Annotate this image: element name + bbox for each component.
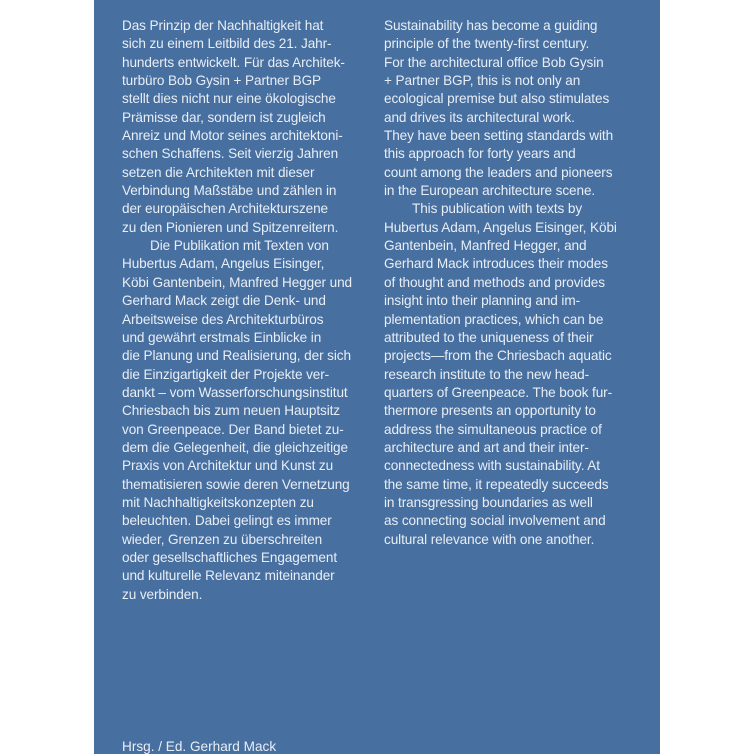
english-paragraph-1 bbox=[384, 17, 656, 200]
text-line: address the simultaneous practice of bbox=[384, 421, 602, 437]
text-line: the same time, it repeatedly succeeds bbox=[384, 476, 609, 492]
text-line: die Planung und Realisierung, der sich bbox=[122, 348, 351, 364]
text-line: cultural relevance with one another. bbox=[384, 531, 595, 547]
text-line: this approach for forty years and bbox=[384, 146, 576, 162]
text-line: von Greenpeace. Der Band bietet zu- bbox=[122, 421, 344, 437]
text-line: Chriesbach bis zum neuen Hauptsitz bbox=[122, 403, 340, 419]
text-line: in transgressing boundaries as well bbox=[384, 494, 593, 510]
text-line: zu den Pionieren und Spitzenreitern. bbox=[122, 219, 339, 235]
text-line: and drives its architectural work. bbox=[384, 109, 575, 125]
text-line: hunderts entwickelt. Für das Architek- bbox=[122, 54, 345, 70]
english-paragraph-2 bbox=[384, 200, 656, 549]
text-line: Hubertus Adam, Angelus Eisinger, bbox=[122, 256, 325, 272]
text-line: projects—from the Chriesbach aquatic bbox=[384, 348, 612, 364]
text-line: Verbindung Maßstäbe und zählen in bbox=[122, 183, 337, 199]
text-line: Prämisse dar, sondern ist zugleich bbox=[122, 109, 326, 125]
text-line: und gewährt erstmals Einblicke in bbox=[122, 329, 322, 345]
text-line: schen Schaffens. Seit vierzig Jahren bbox=[122, 146, 339, 162]
text-line: mit Nachhaltigkeitskonzepten zu bbox=[122, 494, 314, 510]
text-line: und kulturelle Relevanz miteinander bbox=[122, 568, 335, 584]
text-line: zu verbinden. bbox=[122, 586, 203, 602]
text-line: wieder, Grenzen zu überschreiten bbox=[122, 531, 323, 547]
text-line: Gerhard Mack zeigt die Denk- und bbox=[122, 293, 326, 309]
text-line: dankt – vom Wasserforschungsinstitut bbox=[122, 384, 348, 400]
text-line: For the architectural office Bob Gysin bbox=[384, 54, 604, 70]
text-line: connectedness with sustainability. At bbox=[384, 458, 600, 474]
text-line: thematisieren sowie deren Vernetzung bbox=[122, 476, 350, 492]
text-line: Hubertus Adam, Angelus Eisinger, Köbi bbox=[384, 219, 617, 235]
text-line: Sustainability has become a guiding bbox=[384, 18, 598, 33]
text-line: die Einzigartigkeit der Projekte ver- bbox=[122, 366, 330, 382]
text-line: Anreiz und Motor seines architektoni- bbox=[122, 128, 343, 144]
text-line: + Partner BGP, this is not only an bbox=[384, 73, 581, 89]
text-line: stellt dies nicht nur eine ökologische bbox=[122, 91, 336, 107]
text-line: insight into their planning and im- bbox=[384, 293, 580, 309]
text-line: Gantenbein, Manfred Hegger, and bbox=[384, 238, 587, 254]
text-line: Die Publikation mit Texten von bbox=[150, 238, 329, 254]
german-text-column bbox=[122, 17, 394, 604]
text-line: Praxis von Architektur und Kunst zu bbox=[122, 458, 334, 474]
text-line: quarters of Greenpeace. The book fur- bbox=[384, 384, 613, 400]
text-line: turbüro Bob Gysin + Partner BGP bbox=[122, 73, 322, 89]
text-line: ecological premise but also stimulates bbox=[384, 91, 610, 107]
text-line: research institute to the new head- bbox=[384, 366, 590, 382]
text-line: in the European architecture scene. bbox=[384, 183, 596, 199]
text-line: They have been setting standards with bbox=[384, 128, 614, 144]
book-back-cover bbox=[94, 0, 660, 754]
text-line: beleuchten. Dabei gelingt es immer bbox=[122, 513, 332, 529]
text-line: Arbeitsweise des Architekturbüros bbox=[122, 311, 324, 327]
text-line: sich zu einem Leitbild des 21. Jahr- bbox=[122, 36, 332, 52]
text-line: Köbi Gantenbein, Manfred Hegger und bbox=[122, 274, 353, 290]
text-line: oder gesellschaftliches Engagement bbox=[122, 549, 337, 565]
text-line: setzen die Architekten mit dieser bbox=[122, 164, 315, 180]
text-line: of thought and methods and provides bbox=[384, 274, 605, 290]
text-line: architecture and art and their inter- bbox=[384, 439, 589, 455]
german-paragraph-2 bbox=[122, 237, 394, 604]
text-line: der europäischen Architekturszene bbox=[122, 201, 329, 217]
text-line: attributed to the uniqueness of their bbox=[384, 329, 594, 345]
text-line: principle of the twenty-first century. bbox=[384, 36, 590, 52]
text-line: count among the leaders and pioneers bbox=[384, 164, 613, 180]
text-line: Das Prinzip der Nachhaltigkeit hat bbox=[122, 18, 324, 33]
text-line: thermore presents an opportunity to bbox=[384, 403, 596, 419]
text-line: Gerhard Mack introduces their modes bbox=[384, 256, 608, 272]
english-text-column bbox=[384, 17, 656, 549]
editor-credit: Hrsg. / Ed. Gerhard Mack bbox=[122, 739, 277, 754]
text-line: as connecting social involvement and bbox=[384, 513, 606, 529]
text-line: plementation practices, which can be bbox=[384, 311, 604, 327]
text-line: dem die Gelegenheit, die gleichzeitige bbox=[122, 439, 348, 455]
german-paragraph-1 bbox=[122, 17, 394, 237]
text-line: This publication with texts by bbox=[412, 201, 583, 217]
